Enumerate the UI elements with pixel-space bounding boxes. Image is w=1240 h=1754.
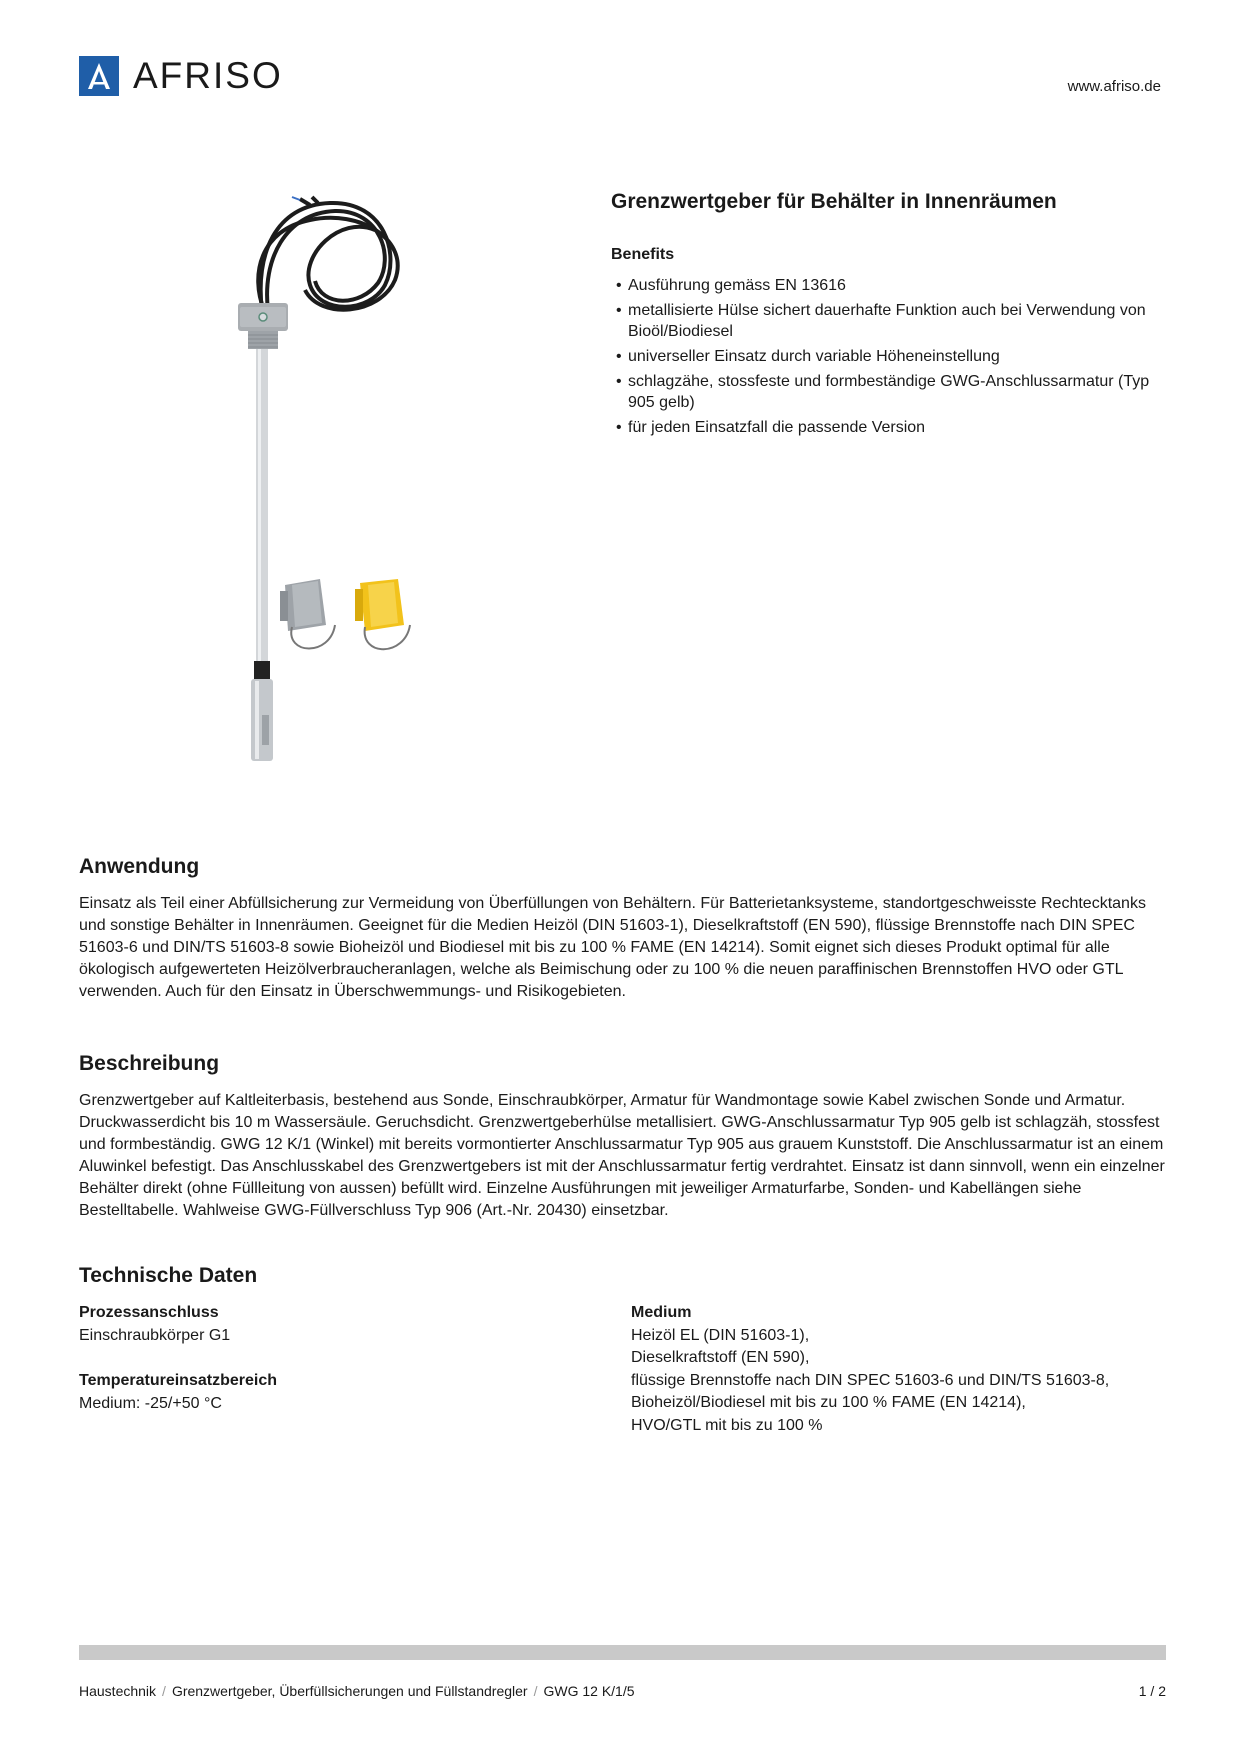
list-item: • Ausführung gemäss EN 13616 — [611, 275, 1151, 296]
anwendung-text: Einsatz als Teil einer Abfüllsicherung zur Vermeidung von Überfüllungen von Behältern. Für Batterietanksysteme, standortgeschweisste Rechtecktanks und sonstige Behälter in Innenräumen. Geeignet für die Medien Heizöl (DIN 51603-1), Dieselkraftstoff (EN 590), flüssige Brennstoffe nach DIN SPEC 51603-6 und DIN/TS 51603-8 sowie Bioheizöl und Biodiesel mit bis zu 100 % FAME (EN 14214). Somit eignet sich dieses Produkt optimal für alle ökologisch aufgewerteten Heizölverbraucheranlagen, welche als Beimischung oder zu 100 % die neuen paraffinischen Brennstoffen HVO oder GTL verwenden. Auch für den Einsatz in Überschwemmungs- und Risikogebieten. — [79, 895, 1146, 1000]
logo-text: AFRISO — [133, 54, 283, 96]
benefits-list — [611, 275, 1151, 442]
technische-daten-right — [631, 1302, 1151, 1437]
medium-value-line: Dieselkraftstoff (EN 590), — [631, 1349, 810, 1366]
breadcrumb-item[interactable]: Grenzwertgeber, Überfüllsicherungen und Füllstandregler — [171, 1683, 528, 1699]
footer-divider — [79, 1645, 1166, 1660]
medium-value-line: Heizöl EL (DIN 51603-1), — [631, 1326, 810, 1344]
beschreibung-heading: Beschreibung — [79, 1052, 220, 1075]
benefits-heading: Benefits — [611, 246, 675, 263]
breadcrumb-item[interactable]: GWG 12 K/1/5 — [543, 1683, 635, 1699]
list-item: • metallisierte Hülse sichert dauerhafte Funktion auch bei Verwendung von Bioöl/Biodiesel — [611, 300, 1151, 342]
anwendung-heading: Anwendung — [79, 855, 200, 878]
product-image — [200, 195, 460, 775]
afriso-logo — [79, 55, 283, 96]
breadcrumb-item[interactable]: Haustechnik — [79, 1683, 157, 1699]
website-link[interactable]: www.afriso.de — [1067, 78, 1161, 95]
product-title: Grenzwertgeber für Behälter in Innenräumen — [611, 190, 1057, 213]
medium-value-line: Bioheizöl/Biodiesel mit bis zu 100 % FAME (EN 14214), — [631, 1394, 1026, 1411]
list-item: • für jeden Einsatzfall die passende Version — [611, 417, 1151, 438]
list-item: • universeller Einsatz durch variable Höheneinstellung — [611, 346, 1151, 367]
breadcrumb-separator: / — [162, 1683, 166, 1699]
temperatur-label: Temperatureinsatzbereich — [79, 1372, 277, 1389]
technische-daten-heading: Technische Daten — [79, 1264, 258, 1287]
list-item: • schlagzähe, stossfeste und formbeständige GWG-Anschlussarmatur (Typ 905 gelb) — [611, 371, 1151, 413]
prozessanschluss-value: Einschraubkörper G1 — [79, 1326, 231, 1344]
medium-value-line: HVO/GTL mit bis zu 100 % — [631, 1416, 823, 1434]
breadcrumb-separator: / — [533, 1683, 538, 1699]
breadcrumb — [79, 1683, 635, 1699]
medium-value-line: flüssige Brennstoffe nach DIN SPEC 51603-6 und DIN/TS 51603-8, — [631, 1371, 1110, 1389]
page-number: 1 / 2 — [1138, 1683, 1166, 1699]
technische-daten-left — [79, 1302, 599, 1415]
temperatur-value: Medium: -25/+50 °C — [79, 1394, 222, 1412]
afriso-logo-icon — [79, 56, 119, 96]
medium-label: Medium — [631, 1304, 692, 1321]
prozessanschluss-label: Prozessanschluss — [79, 1304, 219, 1321]
beschreibung-text: Grenzwertgeber auf Kaltleiterbasis, bestehend aus Sonde, Einschraubkörper, Armatur für Wandmontage sowie Kabel zwischen Sonde und Armatur. Druckwasserdicht bis 10 m Wassersäule. Geruchsdicht. Grenzwertgeberhülse metallisiert. GWG-Anschlussarmatur Typ 905 gelb ist schlagzäh, stossfest und formbeständig. GWG 12 K/1 (Winkel) mit bereits vormontierter Anschlussarmatur Typ 905 aus grauem Kunststoff. Die Anschlussarmatur ist an einem Aluwinkel befestigt. Das Anschlusskabel des Grenzwertgebers ist mit der Anschlussarmatur fertig verdrahtet. Einsatz ist dann sinnvoll, wenn ein einzelner Behälter direkt (ohne Füllleitung von aussen) befüllt wird. Einzelne Ausführungen mit jeweiliger Armaturfarbe, Sonden- und Kabellängen siehe Bestelltabelle. Wahlweise GWG-Füllverschluss Typ 906 (Art.-Nr. 20430) einsetzbar. — [79, 1092, 1165, 1219]
